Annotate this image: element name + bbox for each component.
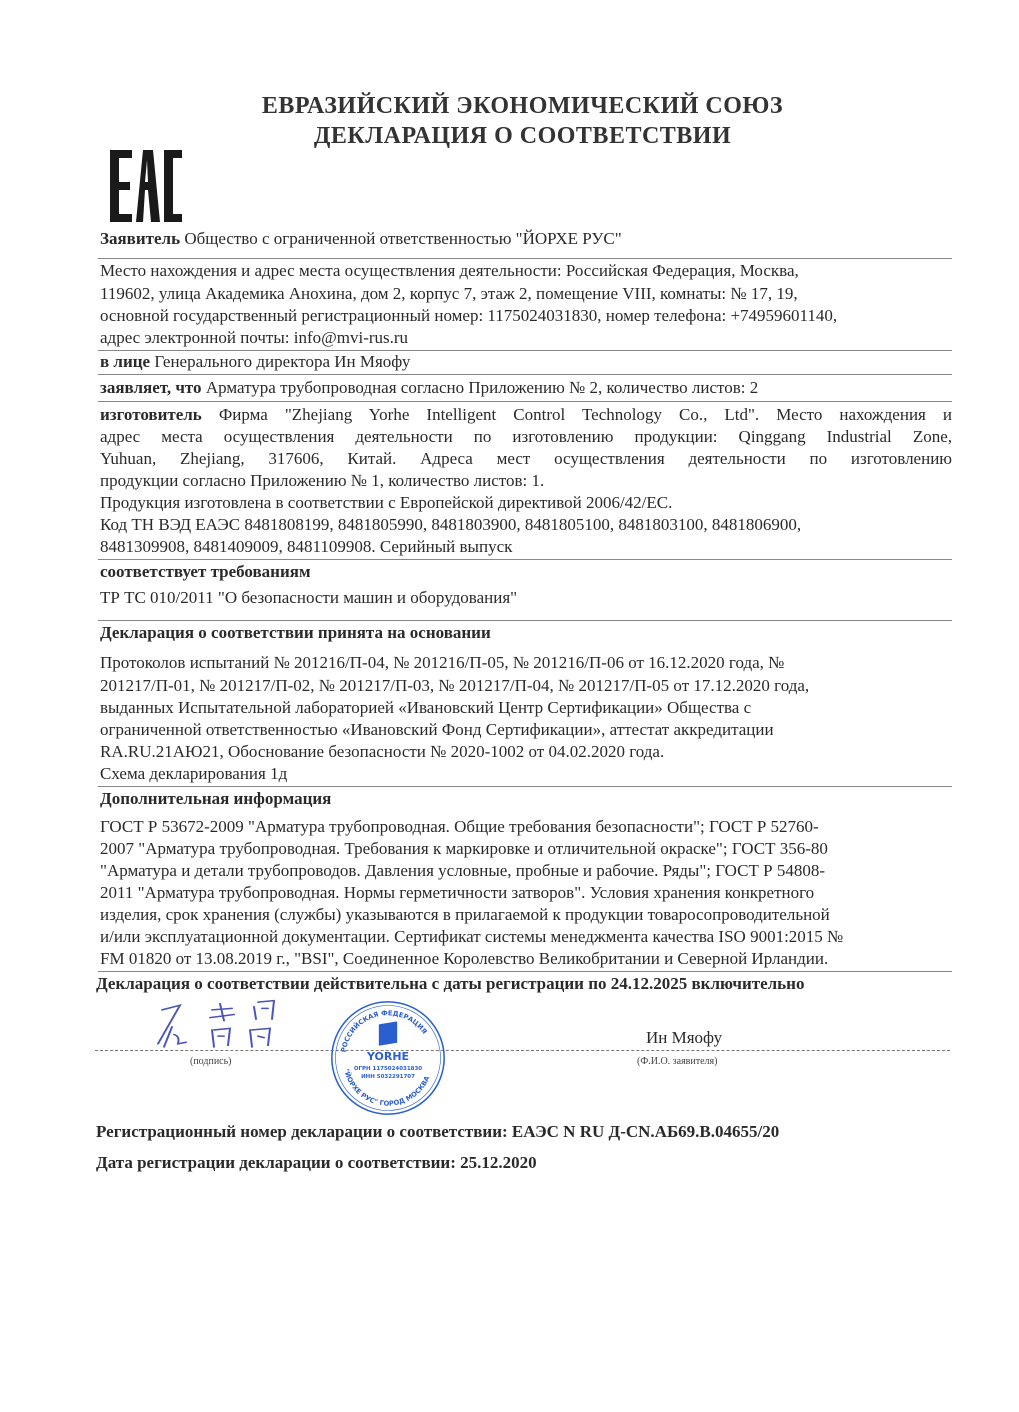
address-line: основной государственный регистрационный номер: 1175024031830, номер телефона: +74959601140, (100, 306, 838, 325)
representative-value: Генерального директора Ин Мяофу (150, 352, 411, 371)
representative-line (100, 352, 410, 372)
basis-line: 201217/П-01, № 201217/П-02, № 201217/П-03, № 201217/П-04, № 201217/П-05 от 17.12.2020 года, (100, 676, 810, 695)
manufacturer-line: Код ТН ВЭД ЕАЭС 8481808199, 8481805990, 8481803900, 8481805100, 8481803100, 8481806900, (100, 515, 802, 534)
additional-heading: Дополнительная информация (100, 789, 332, 808)
signatory-name: Ин Мяофу (646, 1028, 723, 1047)
representative-label: в лице (100, 352, 151, 371)
manufacturer-label: изготовитель (100, 405, 202, 424)
name-caption: (Ф.И.О. заявителя) (637, 1056, 718, 1067)
svg-text:ОГРН 1175024031830: ОГРН 1175024031830 (353, 1066, 423, 1073)
signature-caption: (подпись) (190, 1056, 232, 1067)
additional-line: изделия, срок хранения (службы) указываются в прилагаемой к продукции товаросопроводительной (100, 905, 830, 924)
signature-rule (95, 1050, 950, 1051)
additional-line: 2007 "Арматура трубопроводная. Требования к маркировке и отличительной окраске"; ГОСТ 356-80 (100, 839, 828, 858)
conformity-value: ТР ТС 010/2011 "О безопасности машин и оборудования" (100, 588, 518, 607)
conformity-heading: соответствует требованиям (100, 562, 311, 581)
address-line: адрес электронной почты: info@mvi-rus.ru (100, 328, 409, 347)
applicant-line (100, 229, 622, 249)
eac-logo (110, 150, 182, 222)
manufacturer-line: Yuhuan, Zhejiang, 317606, Китай. Адреса мест осуществления деятельности по изготовлению (100, 449, 952, 468)
svg-text:"ЙОРХЕ РУС" ГОРОД МОСКВА: "ЙОРХЕ РУС" ГОРОД МОСКВА (342, 1068, 432, 1108)
additional-line: "Арматура и детали трубопроводов. Давления условные, пробные и рабочие. Ряды"; ГОСТ Р 54808- (100, 861, 825, 880)
divider (98, 786, 952, 787)
divider (98, 620, 952, 621)
company-seal (330, 1000, 446, 1116)
additional-line: FM 01820 от 13.08.2019 г., "BSI", Соединенное Королевство Великобритании и Северной Ирландии. (100, 949, 829, 968)
applicant-label: Заявитель (100, 229, 181, 248)
basis-line: Схема декларирования 1д (100, 764, 288, 783)
manufacturer-line: 8481309908, 8481409009, 8481109908. Серийный выпуск (100, 537, 513, 556)
basis-heading: Декларация о соответствии принята на основании (100, 623, 491, 642)
handwritten-signature (150, 996, 290, 1050)
basis-line: RA.RU.21АЮ21, Обоснование безопасности № 2020-1002 от 04.02.2020 года. (100, 742, 665, 761)
manufacturer-line: адрес места осуществления деятельности по изготовлению продукции: Qinggang Industrial Zone, (100, 427, 952, 446)
seal-brand: YORHE (367, 1049, 409, 1063)
union-title: ЕВРАЗИЙСКИЙ ЭКОНОМИЧЕСКИЙ СОЮЗ (261, 93, 784, 119)
declares-line (100, 378, 758, 398)
additional-line: 2011 "Арматура трубопроводная. Нормы герметичности затворов". Условия хранения конкретного (100, 883, 815, 902)
svg-text:ИНН 5032291707: ИНН 5032291707 (361, 1074, 415, 1081)
divider (98, 559, 952, 560)
divider (98, 971, 952, 972)
basis-line: ограниченной ответственностью «Ивановский Фонд Сертификации», аттестат аккредитации (100, 720, 774, 739)
applicant-value: Общество с ограниченной ответственностью "ЙОРХЕ РУС" (180, 229, 622, 248)
address-line: 119602, улица Академика Анохина, дом 2, корпус 7, этаж 2, помещение VIII, комнаты: № 17, 19, (100, 284, 798, 303)
manufacturer-line (100, 405, 952, 425)
declares-label: заявляет, что (100, 378, 202, 397)
declares-value: Арматура трубопроводная согласно Приложению № 2, количество листов: 2 (201, 378, 759, 397)
svg-text:РОССИЙСКАЯ ФЕДЕРАЦИЯ: РОССИЙСКАЯ ФЕДЕРАЦИЯ (339, 1009, 429, 1053)
basis-line: Протоколов испытаний № 201216/П-04, № 201216/П-05, № 201216/П-06 от 16.12.2020 года, № (100, 653, 785, 672)
document-title: ДЕКЛАРАЦИЯ О СООТВЕТСТВИИ (313, 123, 732, 149)
divider (98, 350, 952, 351)
divider (98, 258, 952, 259)
registration-date: Дата регистрации декларации о соответствии: 25.12.2020 (96, 1153, 537, 1172)
manufacturer-line: Продукция изготовлена в соответствии с Европейской директивой 2006/42/ЕС. (100, 493, 673, 512)
divider (98, 374, 952, 375)
additional-line: ГОСТ Р 53672-2009 "Арматура трубопроводная. Общие требования безопасности"; ГОСТ Р 52760- (100, 817, 819, 836)
divider (98, 401, 952, 402)
validity-line: Декларация о соответствии действительна с даты регистрации по 24.12.2025 включительно (96, 974, 805, 993)
additional-line: и/или эксплуатационной документации. Сертификат системы менеджмента качества ISO 9001:2015 № (100, 927, 844, 946)
manufacturer-value: Фирма "Zhejiang Yorhe Intelligent Control Technology Co., Ltd". Место нахождения и (201, 405, 952, 424)
registration-number: Регистрационный номер декларации о соответствии: ЕАЭС N RU Д-CN.АБ69.В.04655/20 (96, 1122, 780, 1141)
address-line: Место нахождения и адрес места осуществления деятельности: Российская Федерация, Москва, (100, 261, 799, 280)
basis-line: выданных Испытательной лабораторией «Ивановский Центр Сертификации» Общества с (100, 698, 752, 717)
manufacturer-line: продукции согласно Приложению № 1, количество листов: 1. (100, 471, 545, 490)
